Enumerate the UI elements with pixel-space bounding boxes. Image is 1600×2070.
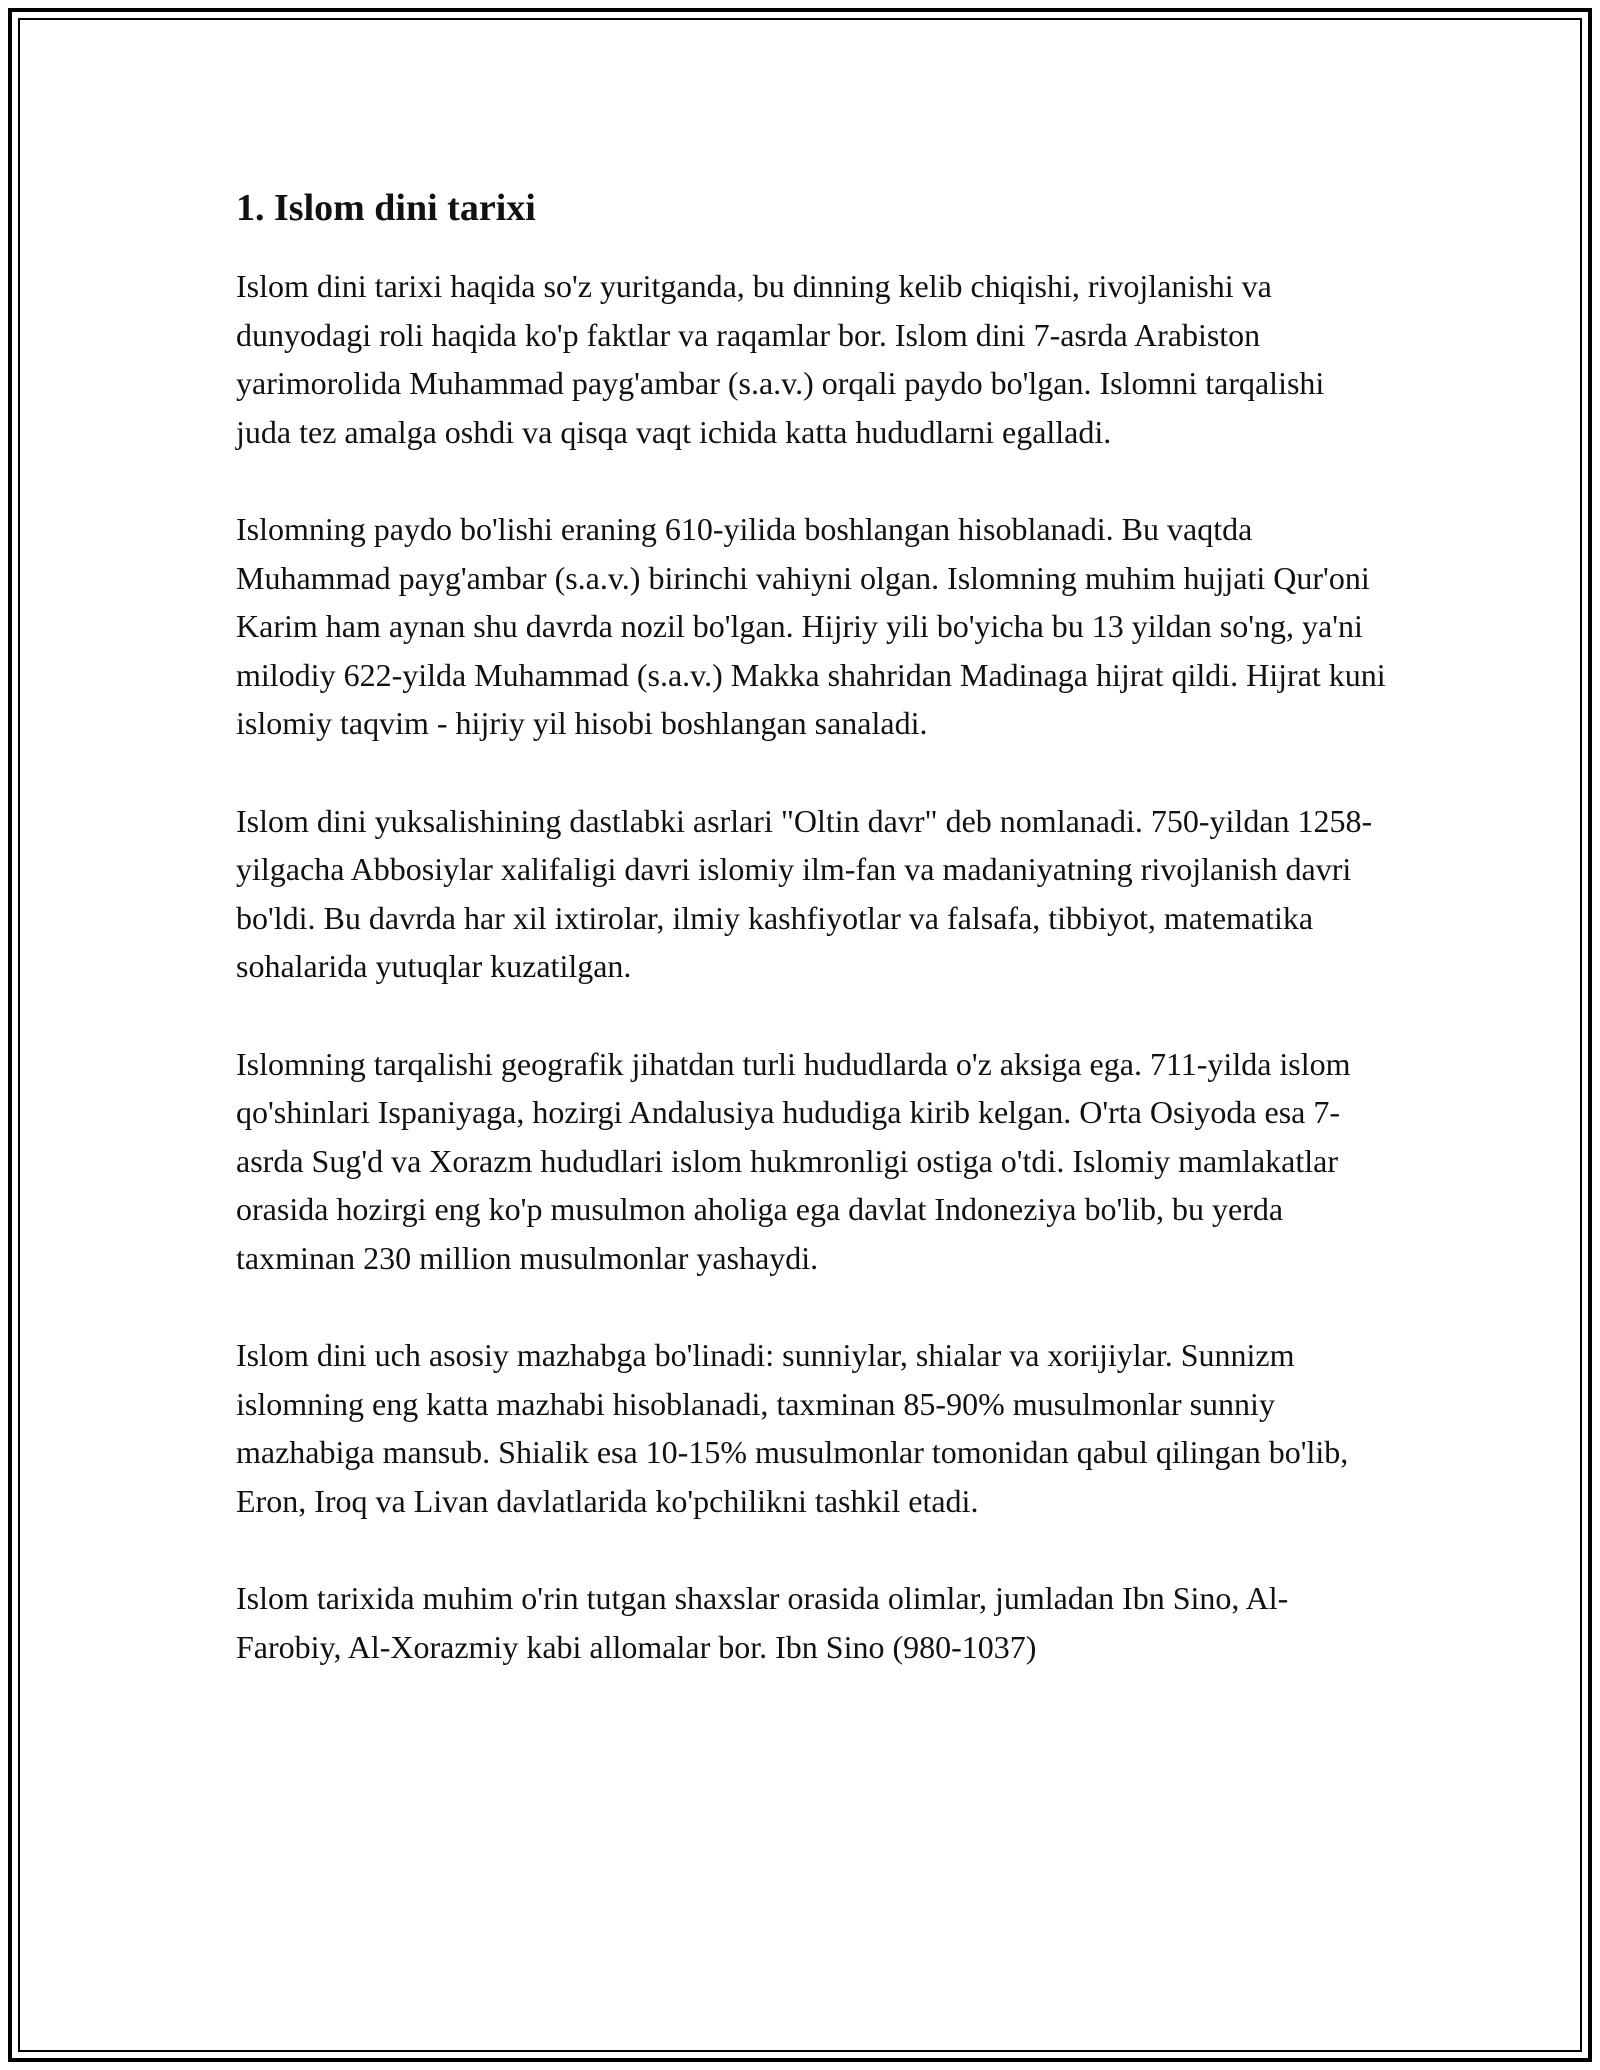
paragraph-1: Islom dini tarixi haqida so'z yuritganda, bu dinning kelib chiqishi, rivojlanishi va dunyodagi roli haqida ko'p faktlar va raqamlar bor. Islom dini 7-asrda Arabiston yarimorolida Muhammad payg'ambar (s.a.v.) orqali paydo bo'lgan. Islomni tarqalishi juda tez amalga oshdi va qisqa vaqt ichida katta hududlarni egalladi.	[236, 268, 1325, 450]
paragraph-3: Islom dini yuksalishining dastlabki asrlari "Oltin davr" deb nomlanadi. 750-yildan 1258-yilgacha Abbosiylar xalifaligi davri islomiy ilm-fan va madaniyatning rivojlanish davri bo'ldi. Bu davrda har xil ixtirolar, ilmiy kashfiyotlar va falsafa, tibbiyot, matematika sohalarida yutuqlar kuzatilgan.	[236, 802, 1373, 985]
paragraph-4: Islomning tarqalishi geografik jihatdan turli hududlarda o'z aksiga ega. 711-yilda islom qo'shinlari Ispaniyaga, hozirgi Andalusiya hududiga kirib kelgan. O'rta Osiyoda esa 7-asrda Sug'd va Xorazm hududlari islom hukmronligi ostiga o'tdi. Islomiy mamlakatlar orasida hozirgi eng ko'p musulmon aholiga ega davlat Indoneziya bo'lib, bu yerda taxminan 230 million musulmonlar yashaydi.	[236, 1045, 1351, 1276]
paragraph-6: Islom tarixida muhim o'rin tutgan shaxslar orasida olimlar, jumladan Ibn Sino, Al-Farobiy, Al-Xorazmiy kabi allomalar bor. Ibn Sino (980-1037)	[236, 1580, 1289, 1665]
page-title: 1. Islom dini tarixi	[236, 187, 536, 229]
paragraph-2: Islomning paydo bo'lishi eraning 610-yilida boshlangan hisoblanadi. Bu vaqtda Muhammad payg'ambar (s.a.v.) birinchi vahiyni olgan. Islomning muhim hujjati Qur'oni Karim ham aynan shu davrda nozil bo'lgan. Hijriy yili bo'yicha bu 13 yildan so'ng, ya'ni milodiy 622-yilda Muhammad (s.a.v.) Makka shahridan Madinaga hijrat qildi. Hijrat kuni islomiy taqvim - hijriy yil hisobi boshlangan sanaladi.	[236, 510, 1386, 742]
paragraph-5: Islom dini uch asosiy mazhabga bo'linadi: sunniylar, shialar va xorijiylar. Sunnizm islomning eng katta mazhabi hisoblanadi, taxminan 85-90% musulmonlar sunniy mazhabiga mansub. Shialik esa 10-15% musulmonlar tomonidan qabul qilingan bo'lib, Eron, Iroq va Livan davlatlarida ko'pchilikni tashkil etadi.	[236, 1337, 1349, 1519]
document-body	[236, 184, 1386, 1720]
